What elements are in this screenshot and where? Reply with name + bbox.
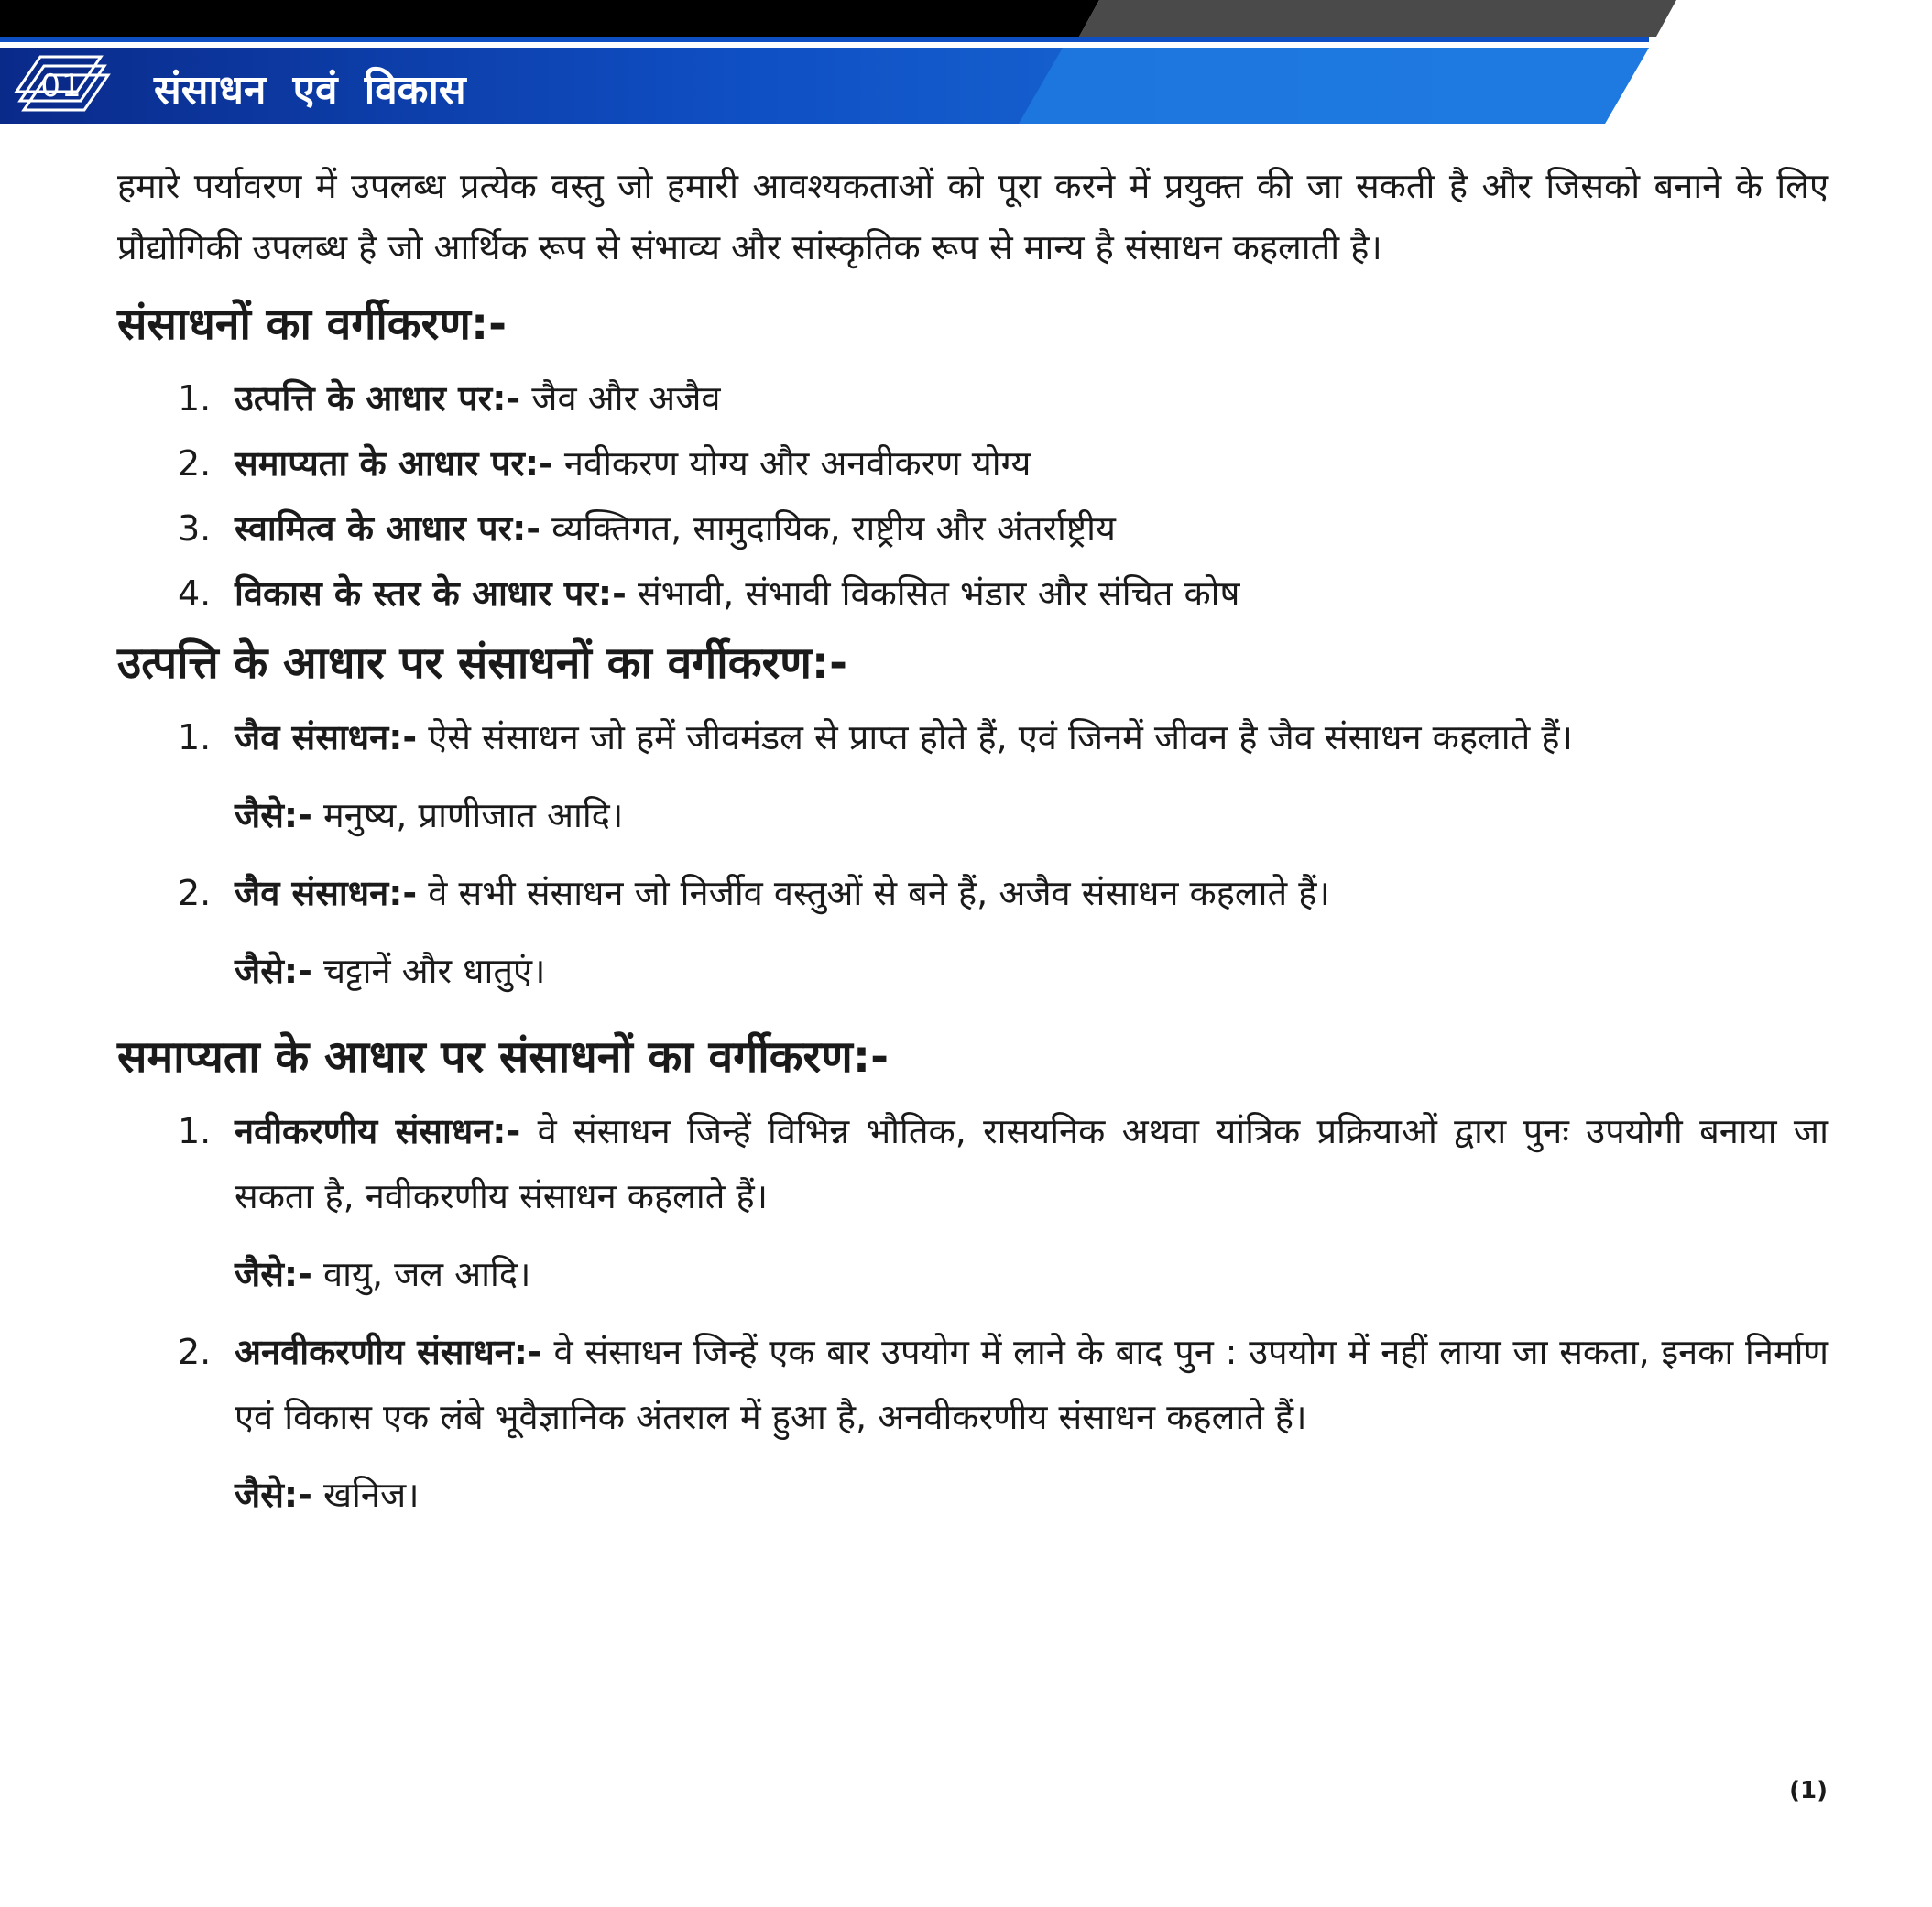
list-item-text: वे सभी संसाधन जो निर्जीव वस्तुओं से बने हैं, अजैव संसाधन कहलाते हैं। <box>417 873 1330 913</box>
list-item-text: वे संसाधन जिन्हें एक बार उपयोग में लाने के बाद पुन : उपयोग में नहीं लाया जा सकता, इनका निर्माण एवं विकास एक लंबे भूवैज्ञानिक अंतराल में हुआ है, अनवीकरणीय संसाधन कहलाते हैं। <box>235 1332 1828 1437</box>
list-item <box>117 366 1828 431</box>
example-line <box>117 1242 1828 1307</box>
example-label: जैसे:- <box>235 795 312 835</box>
page-number: (1) <box>1789 1777 1828 1804</box>
list-item-term: जैव संसाधन:- <box>235 717 418 757</box>
section-heading-exhaustibility: समाप्यता के आधार पर संसाधनों का वर्गीकरण:- <box>117 1031 890 1083</box>
list-number: 1. <box>178 378 212 419</box>
list-item-term: उत्पत्ति के आधार पर:- <box>235 378 521 419</box>
intro-paragraph: हमारे पर्यावरण में उपलब्ध प्रत्येक वस्तु जो हमारी आवश्यकताओं को पूरा करने में प्रयुक्त की जा सकती है और जिसको बनाने के लिए प्रौद्योगिकी उपलब्ध है जो आर्थिक रूप से संभाव्य और सांस्कृतिक रूप से मान्य है संसाधन कहलाती है। <box>117 166 1828 267</box>
list-number: 1. <box>178 717 212 757</box>
example-text: मनुष्य, प्राणीजात आदि। <box>311 795 624 835</box>
section-heading-classification: संसाधनों का वर्गीकरण:- <box>117 299 508 350</box>
example-label: जैसे:- <box>235 1254 312 1294</box>
list-item <box>117 431 1828 496</box>
example-text: वायु, जल आदि। <box>311 1254 531 1294</box>
example-line <box>117 939 1828 1004</box>
list-item-term: नवीकरणीय संसाधन:- <box>235 1111 521 1151</box>
list-item-term: समाप्यता के आधार पर:- <box>235 443 553 484</box>
list-item-term: अनवीकरणीय संसाधन:- <box>235 1332 542 1372</box>
list-item-text: व्यक्तिगत, सामुदायिक, राष्ट्रीय और अंतर्राष्ट्रीय <box>540 508 1116 549</box>
list-item <box>117 705 1828 770</box>
example-text: चट्टानें और धातुएं। <box>311 951 546 991</box>
list-number: 2. <box>178 443 212 484</box>
list-number: 2. <box>178 1332 212 1372</box>
list-number: 2. <box>178 873 212 913</box>
exhaustibility-list <box>117 1099 1828 1528</box>
list-item <box>117 561 1828 627</box>
list-item-text: जैव और अजैव <box>520 378 721 419</box>
chapter-number: 01 <box>40 68 82 104</box>
list-item-text: संभावी, संभावी विकसित भंडार और संचित कोष <box>626 573 1240 614</box>
page-content <box>117 156 1828 1528</box>
origin-list <box>117 705 1828 1004</box>
example-text: खनिज। <box>311 1475 420 1515</box>
classification-list <box>117 366 1828 627</box>
list-item <box>117 496 1828 561</box>
example-label: जैसे:- <box>235 951 312 991</box>
list-item <box>117 1099 1828 1229</box>
example-line <box>117 783 1828 848</box>
list-number: 4. <box>178 573 212 614</box>
example-line <box>117 1463 1828 1528</box>
list-item-term: जैव संसाधन:- <box>235 873 418 913</box>
example-label: जैसे:- <box>235 1475 312 1515</box>
section-heading-origin: उत्पत्ति के आधार पर संसाधनों का वर्गीकरण:- <box>117 637 848 689</box>
chapter-title: संसाधन एवं विकास <box>154 67 466 114</box>
list-item-text: वे संसाधन जिन्हें विभिन्न भौतिक, रासयनिक अथवा यांत्रिक प्रक्रियाओं द्वारा पुनः उपयोगी बनाया जा सकता है, नवीकरणीय संसाधन कहलाते हैं। <box>235 1111 1828 1216</box>
list-number: 1. <box>178 1111 212 1151</box>
list-number: 3. <box>178 508 212 549</box>
list-item-text: नवीकरण योग्य और अनवीकरण योग्य <box>552 443 1031 484</box>
list-item-text: ऐसे संसाधन जो हमें जीवमंडल से प्राप्त होते हैं, एवं जिनमें जीवन है जैव संसाधन कहलाते हैं। <box>417 717 1573 757</box>
list-item <box>117 1320 1828 1450</box>
list-item-term: विकास के स्तर के आधार पर:- <box>235 573 627 614</box>
list-item <box>117 861 1828 926</box>
chapter-header <box>0 0 1932 128</box>
list-item-term: स्वामित्व के आधार पर:- <box>235 508 541 549</box>
